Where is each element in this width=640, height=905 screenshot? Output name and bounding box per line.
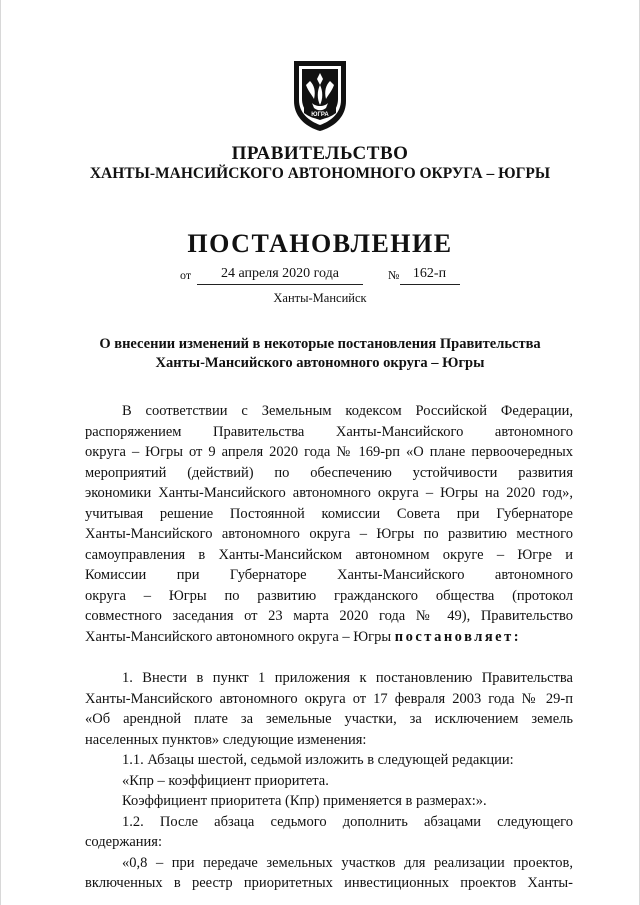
preamble-line: мероприятий (действий) по обеспечению устойчивости развития	[85, 464, 573, 481]
item-1-1-line: «Кпр – коэффициент приоритета.	[122, 772, 329, 789]
item-1-line: 1. Внести в пункт 1 приложения к постановлению Правительства	[122, 670, 573, 686]
scan-edge-left	[0, 0, 1, 905]
preamble-line: округа – Югры от 9 апреля 2020 года № 169-рп «О плане первоочередных	[85, 444, 573, 460]
preamble-line: Комиссии при Губернаторе Ханты-Мансийского автономного	[85, 567, 573, 583]
number-prefix: №	[388, 268, 400, 282]
city-name: Ханты-Мансийск	[273, 291, 367, 305]
preamble-paragraph	[85, 401, 573, 647]
coat-of-arms-emblem	[290, 55, 350, 133]
preamble-line: совместного заседания от 23 марта 2020 года № 49), Правительство	[85, 608, 573, 624]
item-1-1-line: Коэффициент приоритета (Кпр) применяется в размерах:».	[122, 793, 487, 809]
subject-line: Ханты-Мансийского автономного округа – Югры	[155, 355, 485, 371]
date-prefix: от	[180, 268, 192, 282]
item-1-1-paragraph	[85, 750, 573, 812]
item-1-line: Ханты-Мансийского автономного округа от 17 февраля 2003 года № 29-п	[85, 690, 573, 707]
document-number: 162-п	[412, 266, 447, 281]
document-subject	[80, 335, 560, 373]
date-underline	[197, 284, 363, 285]
item-1-line: «Об арендной плате за земельные участки, за исключением земель	[85, 711, 573, 727]
item-1-paragraph	[85, 668, 573, 750]
item-1-2-line: содержания:	[85, 834, 163, 850]
preamble-line	[85, 627, 573, 648]
preamble-line: В соответствии с Земельным кодексом Российской Федерации,	[122, 403, 573, 419]
item-1-line: населенных пунктов» следующие изменения:	[85, 731, 367, 748]
item-1-2-paragraph	[85, 812, 573, 853]
document-type-heading: ПОСТАНОВЛЕНИЕ	[187, 229, 453, 258]
preamble-line: Ханты-Мансийского автономного округа – Югры по развитию местного	[85, 526, 573, 542]
emblem-caption: ЮГРА	[311, 112, 329, 118]
quote-line: включенных в реестр приоритетных инвестиционных проектов Ханты-	[85, 875, 573, 891]
resolves-word: постановляет:	[394, 628, 522, 645]
number-underline	[400, 284, 460, 285]
government-subtitle: ХАНТЫ-МАНСИЙСКОГО АВТОНОМНОГО ОКРУГА – ЮГРЫ	[89, 165, 551, 182]
item-1-2-line: 1.2. После абзаца седьмого дополнить абзацами следующего	[122, 813, 573, 830]
government-title: ПРАВИТЕЛЬСТВО	[231, 143, 409, 164]
document-date: 24 апреля 2020 года	[221, 266, 339, 281]
preamble-line: учитывая решение Постоянной комиссии Совета при Губернаторе	[85, 505, 573, 522]
preamble-last-text: Ханты-Мансийского автономного округа – Югры	[85, 628, 392, 645]
subject-line: О внесении изменений в некоторые постановления Правительства	[99, 336, 541, 352]
document-body	[85, 401, 573, 894]
preamble-line: экономики Ханты-Мансийского автономного округа – Югры на 2020 год»,	[85, 485, 573, 501]
preamble-line: самоуправления в Ханты-Мансийском автономном округе – Югре и	[85, 546, 573, 563]
preamble-line: распоряжением Правительства Ханты-Мансийского автономного	[85, 423, 573, 440]
quote-paragraph	[85, 853, 573, 894]
quote-line: «0,8 – при передаче земельных участков для реализации проектов,	[122, 854, 573, 871]
date-number-row	[180, 266, 480, 286]
preamble-line: округа – Югры по развитию гражданского общества (протокол	[85, 587, 573, 604]
item-1-1-line: 1.1. Абзацы шестой, седьмой изложить в следующей редакции:	[122, 752, 514, 768]
